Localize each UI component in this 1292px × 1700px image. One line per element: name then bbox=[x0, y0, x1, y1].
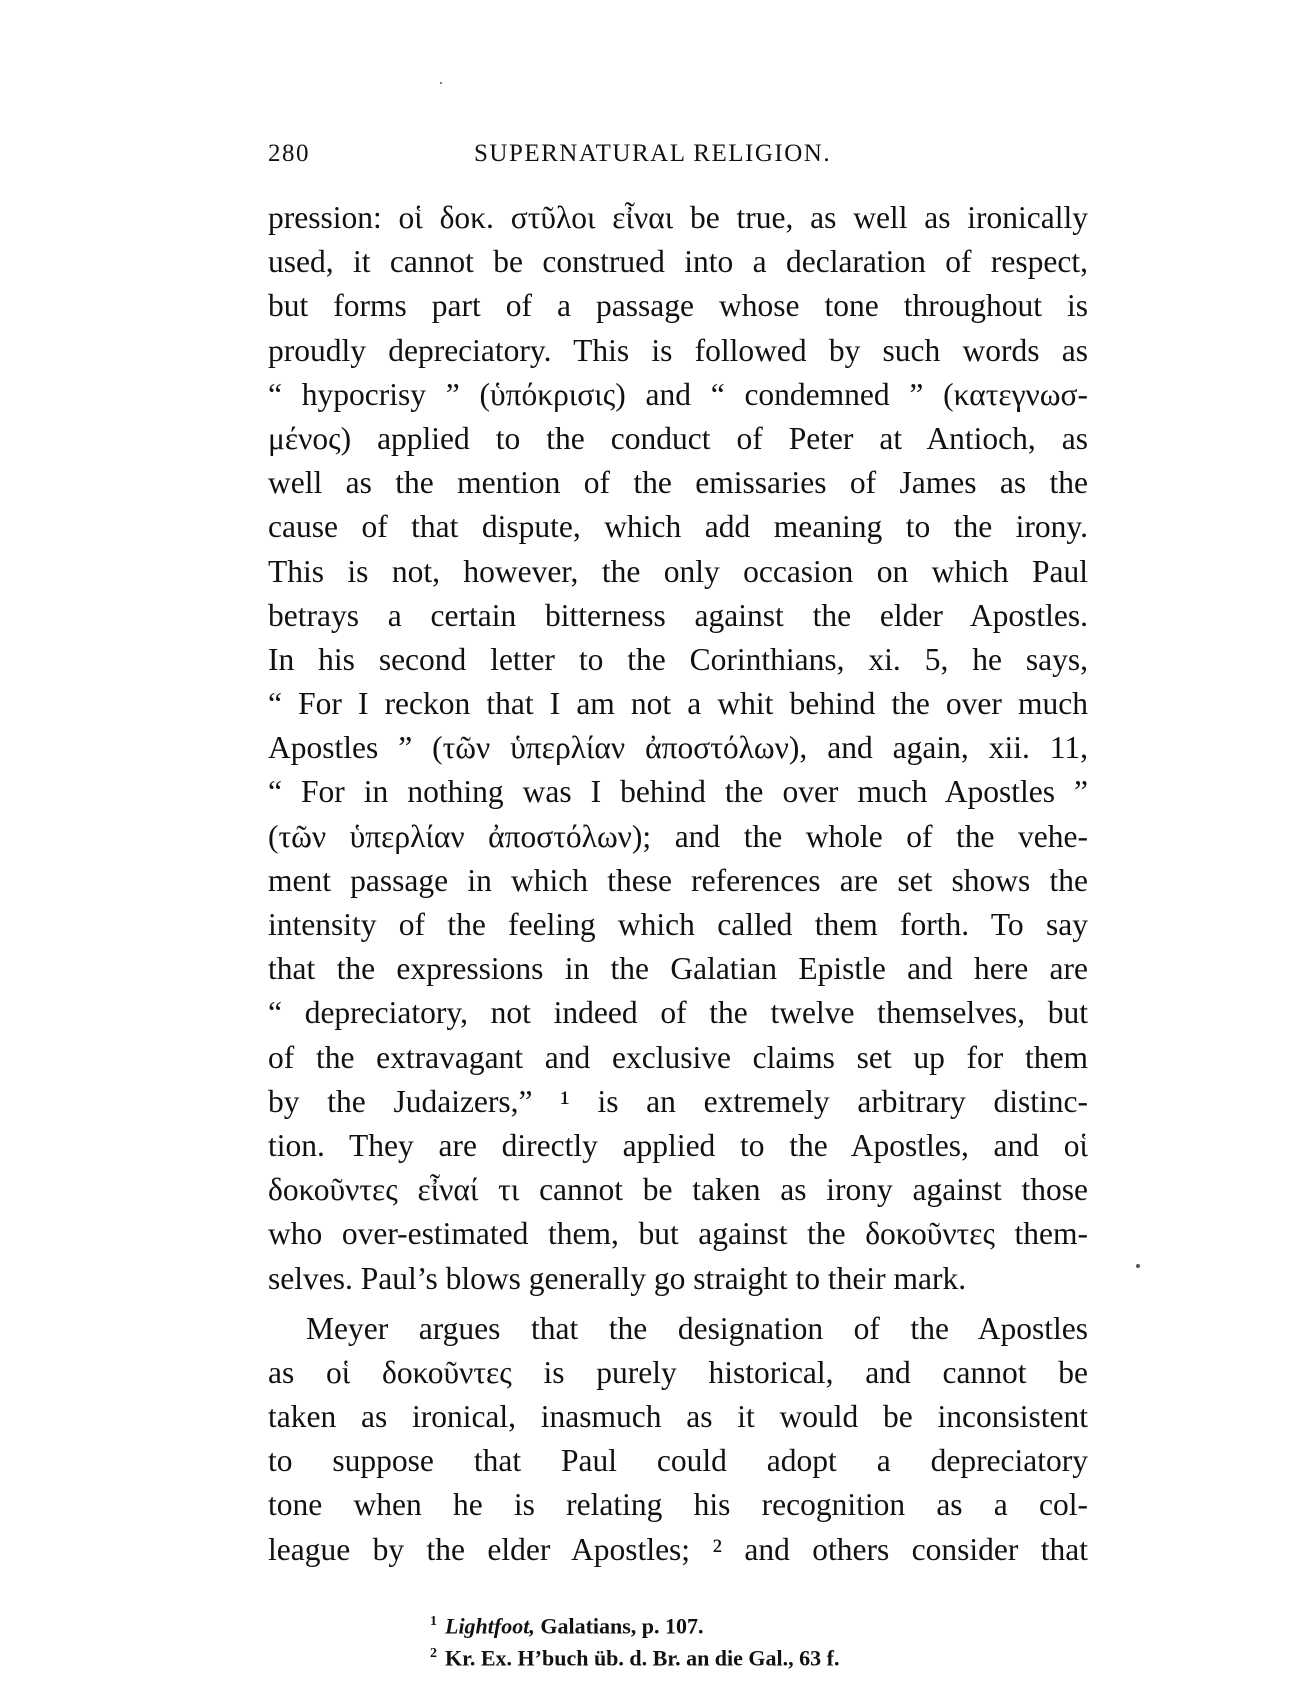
footnotes bbox=[430, 1606, 839, 1670]
text-line: proudly depreciatory. This is followed by such words as bbox=[268, 332, 1088, 368]
text-line: μένος) applied to the conduct of Peter at Antioch, as bbox=[268, 420, 1088, 456]
text-line: Meyer argues that the designation of the Apostles bbox=[306, 1310, 1088, 1346]
text-line: used, it cannot be construed into a declaration of respect, bbox=[268, 244, 1088, 280]
text-line: cause of that dispute, which add meaning to the irony. bbox=[268, 509, 1088, 545]
text-line: who over-estimated them, but against the δοκοῦντες them- bbox=[268, 1216, 1088, 1252]
text-line: δοκοῦντες εἶναί τι cannot be taken as irony against those bbox=[268, 1172, 1088, 1208]
text-line: to suppose that Paul could adopt a depreciatory bbox=[268, 1443, 1088, 1479]
text-line: tone when he is relating his recognition as a col- bbox=[268, 1487, 1088, 1523]
text-line: league by the elder Apostles; ² and others consider that bbox=[268, 1531, 1088, 1567]
text-line: that the expressions in the Galatian Epistle and here are bbox=[268, 951, 1088, 987]
text-line: intensity of the feeling which called them forth. To say bbox=[268, 907, 1088, 942]
footnote-text: Kr. Ex. H’buch üb. d. Br. an die Gal., 63 f. bbox=[445, 1645, 840, 1671]
text-line: pression: οἱ δοκ. στῦλοι εἶναι be true, as well as ironically bbox=[268, 200, 1088, 235]
text-line: but forms part of a passage whose tone throughout is bbox=[268, 288, 1088, 324]
text-line: tion. They are directly applied to the Apostles, and οἱ bbox=[268, 1127, 1088, 1163]
text-line: of the extravagant and exclusive claims set up for them bbox=[268, 1039, 1088, 1075]
text-line: (τῶν ὑπερλίαν ἀποστόλων); and the whole of the vehe- bbox=[268, 818, 1088, 854]
text-line: taken as ironical, inasmuch as it would be inconsistent bbox=[268, 1399, 1088, 1435]
footnote-mark: 2 bbox=[430, 1646, 437, 1661]
footnote-author: Lightfoot, bbox=[445, 1613, 535, 1639]
footnote-text: Galatians, p. 107. bbox=[534, 1613, 704, 1639]
footnote-mark: 1 bbox=[430, 1614, 437, 1629]
text-line: as οἱ δοκοῦντες is purely historical, and cannot be bbox=[268, 1354, 1088, 1390]
text-line: “ For in nothing was I behind the over much Apostles ” bbox=[268, 774, 1088, 810]
scan-speck bbox=[440, 82, 442, 84]
text-line: “ depreciatory, not indeed of the twelve themselves, but bbox=[268, 995, 1088, 1031]
text-line: In his second letter to the Corinthians, xi. 5, he says, bbox=[268, 641, 1088, 677]
page-header bbox=[268, 140, 1088, 180]
text-line: “ hypocrisy ” (ὑπόκρισις) and “ condemned ” (κατεγνωσ- bbox=[268, 376, 1088, 412]
text-line: by the Judaizers,” ¹ is an extremely arbitrary distinc- bbox=[268, 1083, 1088, 1119]
text-line: “ For I reckon that I am not a whit behind the over much bbox=[268, 686, 1088, 722]
text-line: Apostles ” (τῶν ὑπερλίαν ἀποστόλων), and again, xii. 11, bbox=[268, 730, 1088, 766]
running-title: SUPERNATURAL RELIGION. bbox=[474, 140, 832, 167]
footnote bbox=[430, 1638, 839, 1670]
body-text bbox=[268, 196, 1088, 1572]
scan-speck bbox=[1136, 1264, 1140, 1268]
text-line: ment passage in which these references are set shows the bbox=[268, 862, 1088, 898]
text-line: selves. Paul’s blows generally go straight to their mark. bbox=[268, 1260, 967, 1296]
text-line: This is not, however, the only occasion on which Paul bbox=[268, 553, 1088, 589]
text-line: betrays a certain bitterness against the elder Apostles. bbox=[268, 597, 1088, 633]
page-number: 280 bbox=[268, 140, 310, 167]
footnote bbox=[430, 1606, 839, 1638]
text-line: well as the mention of the emissaries of James as the bbox=[268, 465, 1088, 501]
